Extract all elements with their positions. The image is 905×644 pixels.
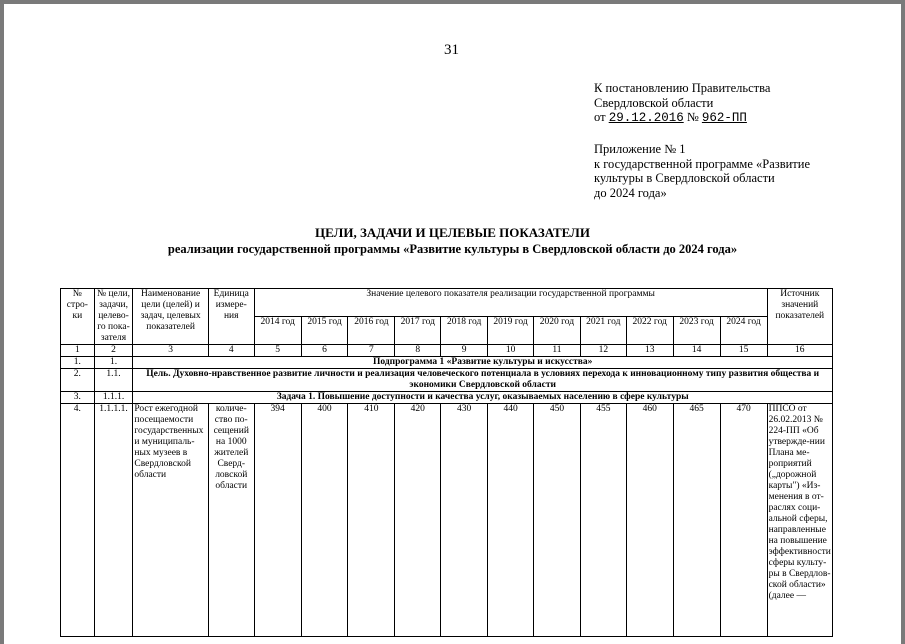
appendix-line-2: к государственной программе «Развитие [594,156,810,171]
resolution-reference [594,81,770,126]
row-number: 1. [61,357,95,369]
indicator-row [61,404,833,637]
row-code: 1.1.1.1. [94,404,133,637]
header-year: 2023 год [673,317,720,345]
doc-subtitle: реализации государственной программы «Развитие культуры в Свердловской области до 2024 года» [167,242,738,256]
col-number: 2 [94,345,133,357]
indicator-value: 410 [348,404,395,637]
appendix-line-1: Приложение № 1 [594,142,686,156]
indicator-value: 460 [626,404,673,637]
header-year: 2015 год [301,317,348,345]
row-number: 2. [61,369,95,392]
ref-date-line [594,110,770,126]
indicator-value: 455 [580,404,626,637]
header-year: 2019 год [488,317,534,345]
page-number: 31 [444,42,459,58]
ref-number-label: № [686,110,699,124]
col-number: 12 [580,345,626,357]
indicator-value: 400 [301,404,348,637]
ref-line-1: К постановлению Правительства [594,81,771,95]
col-number: 3 [133,345,208,357]
header-year: 2016 год [348,317,395,345]
header-year: 2021 год [580,317,626,345]
indicator-value: 440 [488,404,534,637]
row-code: 1. [94,357,133,369]
col-number: 15 [720,345,767,357]
header-name: Наименование цели (целей) и задач, целевых показателей [133,289,208,345]
header-value-group: Значение целевого показателя реализации государственной программы [254,289,767,317]
header-year: 2020 год [534,317,581,345]
task-title: Задача 1. Повышение доступности и качества услуг, оказываемых населению в сфере культуры [133,392,833,404]
indicator-value: 465 [673,404,720,637]
document-page [4,4,901,644]
goal-row [61,369,833,392]
appendix-note [594,142,810,200]
indicator-unit: количе-ство по-сещений на 1000 жителей Сверд-ловской области [208,404,254,637]
col-number: 9 [441,345,488,357]
task-row [61,392,833,404]
header-year: 2017 год [395,317,441,345]
indicator-source: ППСО от 26.02.2013 № 224-ПП «Об утвержде-нии Плана ме-роприятий („дорожной карты") «Из-менения в от-раслях соци-альной сферы, направленные на повышение эффективности сферы культу-ры в Свердлов-ской области» (далее — [767,404,832,637]
col-number: 11 [534,345,581,357]
col-number: 7 [348,345,395,357]
col-number: 8 [395,345,441,357]
col-number: 6 [301,345,348,357]
row-code: 1.1.1. [94,392,133,404]
ref-line-2: Свердловской области [594,95,714,110]
header-year: 2022 год [626,317,673,345]
indicator-value: 450 [534,404,581,637]
col-number: 16 [767,345,832,357]
row-code: 1.1. [94,369,133,392]
row-number: 4. [61,404,95,637]
col-number: 1 [61,345,95,357]
header-year: 2014 год [254,317,301,345]
indicator-value: 394 [254,404,301,637]
ref-date-prefix: от [594,110,606,124]
header-row-1 [61,289,833,317]
header-year: 2024 год [720,317,767,345]
col-number: 13 [626,345,673,357]
indicators-table [60,288,833,637]
header-source: Источник значений показателей [767,289,832,345]
indicator-value: 430 [441,404,488,637]
indicator-name: Рост ежегодной посещаемости государственных и муниципаль-ных музеев в Свердловской области [133,404,208,637]
appendix-line-3: культуры в Свердловской области [594,171,775,185]
doc-title: ЦЕЛИ, ЗАДАЧИ И ЦЕЛЕВЫЕ ПОКАЗАТЕЛИ [315,225,590,240]
col-number: 4 [208,345,254,357]
row-number: 3. [61,392,95,404]
ref-number: 962-ПП [701,111,747,125]
subprogram-row [61,357,833,369]
col-number: 14 [673,345,720,357]
ref-date: 29.12.2016 [608,111,684,125]
indicator-value: 470 [720,404,767,637]
subprogram-title: Подпрограмма 1 «Развитие культуры и искусства» [133,357,833,369]
header-unit: Единица измере-ния [208,289,254,345]
col-number: 5 [254,345,301,357]
header-row-no: № стро-ки [61,289,95,345]
column-number-row [61,345,833,357]
goal-title: Цель. Духовно-нравственное развитие личности и реализация человеческого потенциала в условиях перехода к инновационному типу развития общества и экономики Свердловской области [133,369,833,392]
appendix-line-4: до 2024 года» [594,185,667,200]
header-goal-no: № цели, задачи, целево-го пока-зателя [94,289,133,345]
header-year: 2018 год [441,317,488,345]
indicator-value: 420 [395,404,441,637]
col-number: 10 [488,345,534,357]
